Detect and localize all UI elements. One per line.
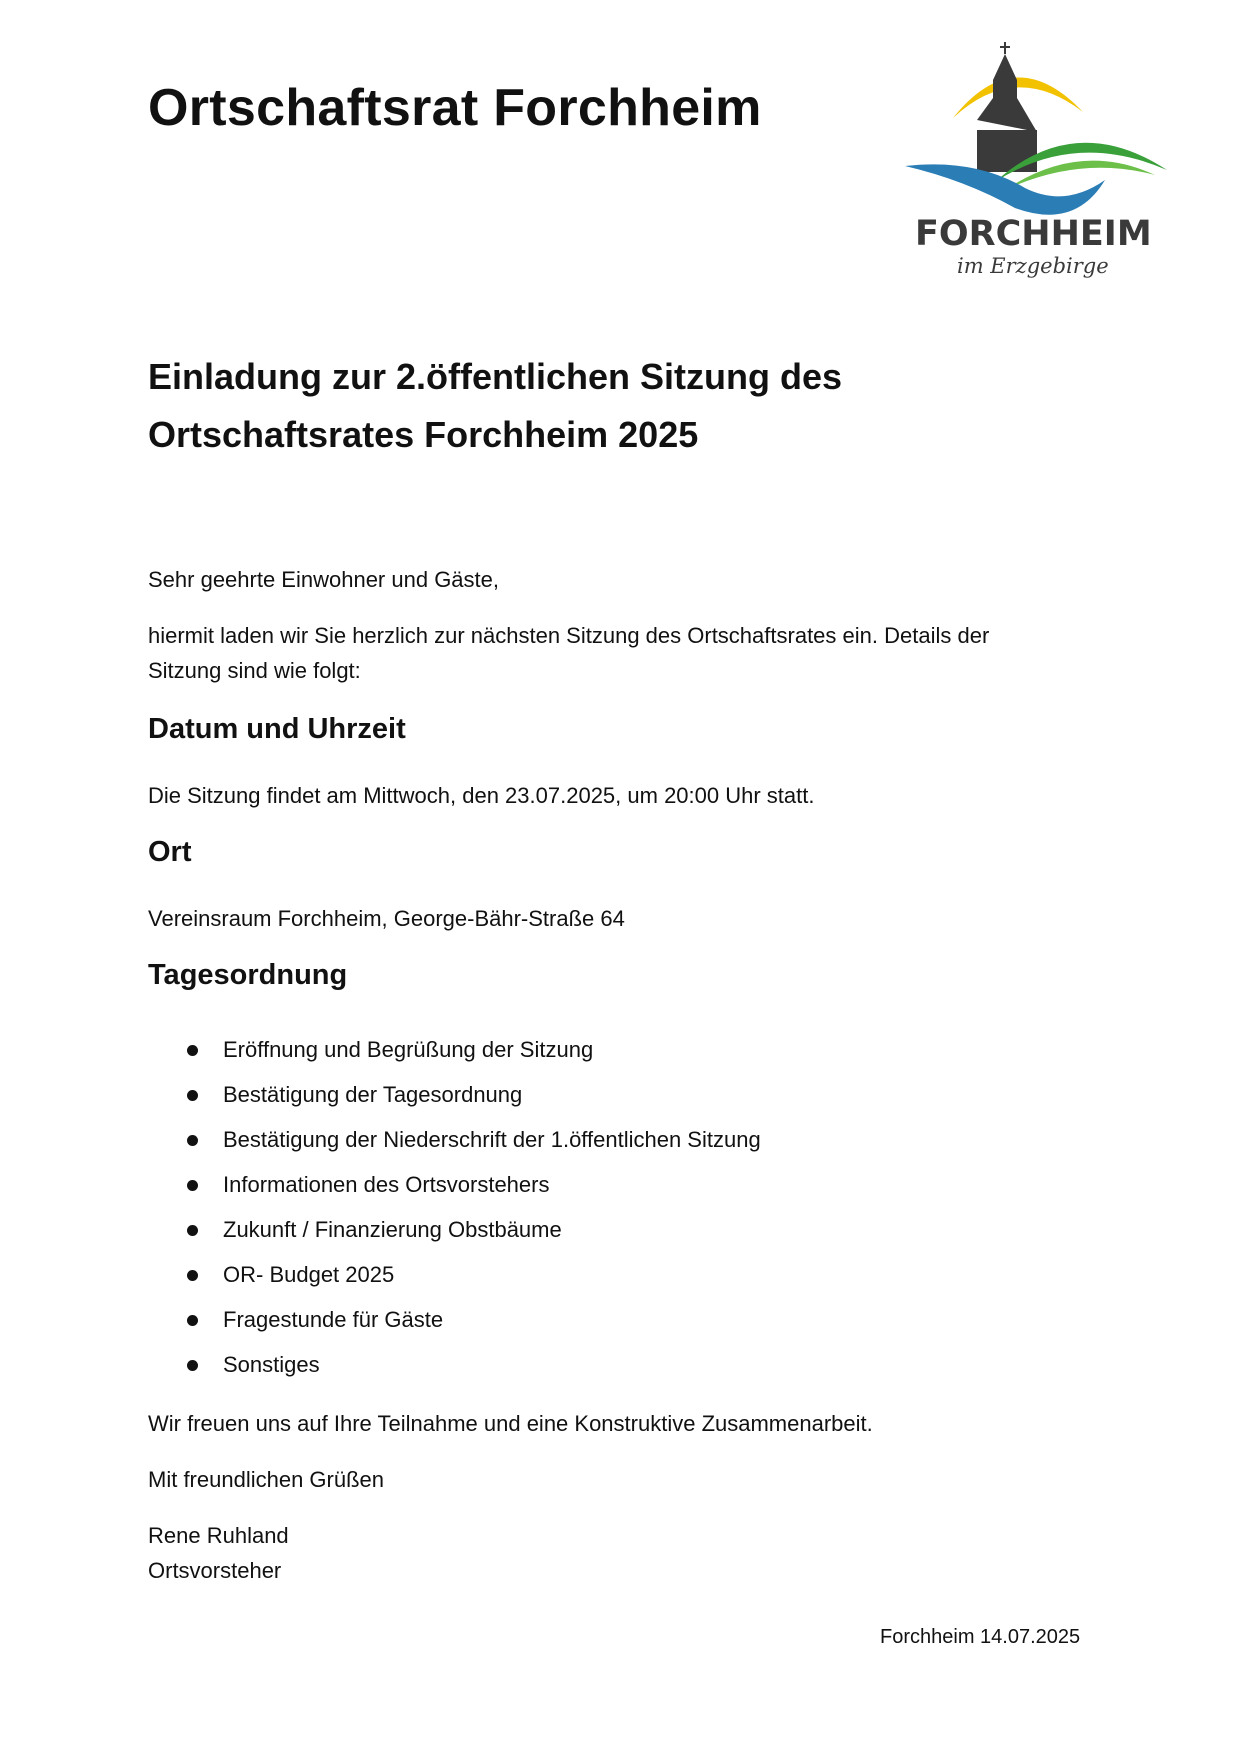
bullet-icon [187,1045,198,1056]
regards-text: Mit freundlichen Grüßen [148,1467,384,1492]
signature-name: Rene Ruhland [148,1523,289,1548]
bullet-icon [187,1180,198,1191]
logo-wordmark: FORCHHEIM [915,214,1152,254]
invitation-heading-line1: Einladung zur 2.öffentlichen Sitzung des [148,356,843,397]
agenda-item [148,1125,1048,1170]
place-text: Vereinsraum Forchheim, George-Bähr-Straße 64 [148,906,625,931]
place-heading: Ort [148,836,192,868]
agenda-item [148,1080,1048,1125]
agenda-item-label: Bestätigung der Niederschrift der 1.öffentlichen Sitzung [223,1127,761,1152]
greeting-text: Sehr geehrte Einwohner und Gäste, [148,567,500,592]
agenda-item [148,1170,1048,1215]
agenda-item [148,1215,1048,1260]
signature-role: Ortsvorsteher [148,1558,282,1583]
page-title: Ortschaftsrat Forchheim [148,79,762,137]
agenda-item-label: Bestätigung der Tagesordnung [223,1082,523,1107]
bullet-icon [187,1315,198,1326]
agenda-item-label: Informationen des Ortsvorstehers [223,1172,550,1197]
agenda-item-label: OR- Budget 2025 [223,1262,395,1287]
place-date: Forchheim 14.07.2025 [880,1626,1081,1648]
signature-block [148,1518,289,1588]
bullet-icon [187,1225,198,1236]
invitation-heading [148,348,1048,464]
agenda-item [148,1305,1048,1350]
agenda-item-label: Fragestunde für Gäste [223,1307,444,1332]
logo-subtitle: im Erzgebirge [957,254,1109,278]
agenda-item [148,1350,1048,1395]
agenda-list [148,1035,1048,1395]
logo-church-icon [977,42,1037,172]
invitation-heading-line2: Ortschaftsrates Forchheim 2025 [148,414,699,455]
agenda-item-label: Sonstiges [223,1352,320,1377]
datetime-heading: Datum und Uhrzeit [148,713,406,745]
bullet-icon [187,1360,198,1371]
agenda-item [148,1035,1048,1080]
agenda-item-label: Zukunft / Finanzierung Obstbäume [223,1217,562,1242]
agenda-item [148,1260,1048,1305]
agenda-item-label: Eröffnung und Begrüßung der Sitzung [223,1037,594,1062]
forchheim-logo [905,40,1175,310]
bullet-icon [187,1135,198,1146]
intro-text: hiermit laden wir Sie herzlich zur nächsten Sitzung des Ortschaftsrates ein. Details der Sitzung sind wie folgt: [148,623,990,683]
bullet-icon [187,1090,198,1101]
agenda-heading: Tagesordnung [148,959,348,991]
datetime-text: Die Sitzung findet am Mittwoch, den 23.07.2025, um 20:00 Uhr statt. [148,783,815,808]
bullet-icon [187,1270,198,1281]
closing-text: Wir freuen uns auf Ihre Teilnahme und eine Konstruktive Zusammenarbeit. [148,1411,873,1436]
